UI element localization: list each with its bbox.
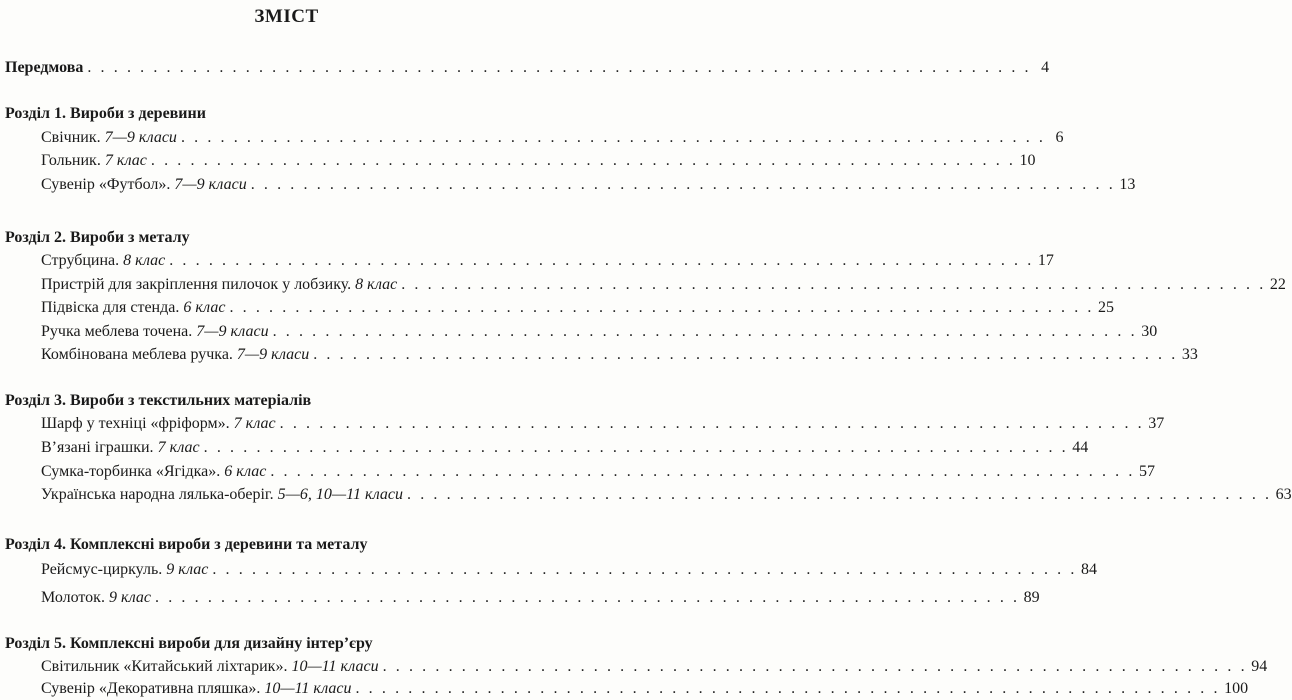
page-number: 25 — [1098, 299, 1115, 316]
entry-title: Українська народна лялька-оберіг. — [41, 486, 278, 503]
toc-entry[interactable] — [41, 322, 1158, 342]
dot-leader: . . . . . . . . . . . . . . . . . . . . . . . . . . . . . . . . . . . . . . . . . . . . . . . . . . . . . . . . . . . . . . . . . . — [169, 252, 1034, 269]
page-number: 37 — [1148, 415, 1165, 432]
toc-entry[interactable] — [41, 414, 1165, 434]
dot-leader: . . . . . . . . . . . . . . . . . . . . . . . . . . . . . . . . . . . . . . . . . . . . . . . . . . . . . . . . . . . . . . . . . . — [313, 346, 1178, 363]
entry-title: Підвіска для стенда. — [41, 299, 184, 316]
page-number: 84 — [1080, 561, 1097, 578]
entry-title: Сувенір «Декоративна пляшка». — [41, 680, 265, 697]
entry-grade: 10—11 класи — [291, 658, 379, 675]
toc-entry[interactable] — [41, 298, 1115, 318]
page-number: 13 — [1119, 176, 1136, 193]
section-heading: Розділ 1. Вироби з деревини — [5, 105, 206, 122]
toc-entry[interactable] — [41, 151, 1036, 171]
entry-grade: 10—11 класи — [264, 680, 352, 697]
toc-entry[interactable] — [41, 251, 1054, 271]
page-number: 22 — [1269, 276, 1286, 293]
toc-entry[interactable] — [41, 128, 1064, 148]
entry-grade: 8 клас — [355, 276, 398, 293]
entry-title: Свічник. — [41, 129, 105, 146]
dot-leader: . . . . . . . . . . . . . . . . . . . . . . . . . . . . . . . . . . . . . . . . . . . . . . . . . . . . . . . . . . . . . . . . . . — [155, 589, 1020, 606]
dot-leader: . . . . . . . . . . . . . . . . . . . . . . . . . . . . . . . . . . . . . . . . . . . . . . . . . . . . . . . . . . . . . . . . . . — [355, 680, 1221, 697]
entry-title: Рейсмус-циркуль. — [41, 561, 167, 578]
toc-entry[interactable] — [41, 560, 1097, 580]
toc-entry[interactable] — [41, 275, 1286, 295]
page-number: 94 — [1251, 658, 1268, 675]
dot-leader: . . . . . . . . . . . . . . . . . . . . . . . . . . . . . . . . . . . . . . . . . . . . . . . . . . . . . . . . . . . . . . . . . . — [250, 176, 1116, 193]
entry-title: Світильник «Китайський ліхтарик». — [41, 658, 292, 675]
toc-entry[interactable] — [41, 345, 1198, 365]
dot-leader: . . . . . . . . . . . . . . . . . . . . . . . . . . . . . . . . . . . . . . . . . . . . . . . . . . . . . . . . . . . . . . . . . . — [272, 323, 1138, 340]
toc-entry[interactable] — [41, 438, 1089, 458]
dot-leader: . . . . . . . . . . . . . . . . . . . . . . . . . . . . . . . . . . . . . . . . . . . . . . . . . . . . . . . . . . . . . . . . . . — [401, 276, 1266, 293]
section-heading: Розділ 3. Вироби з текстильних матеріалів — [5, 392, 312, 409]
entry-title: Сувенір «Футбол». — [41, 176, 175, 193]
dot-leader: . . . . . . . . . . . . . . . . . . . . . . . . . . . . . . . . . . . . . . . . . . . . . . . . . . . . . . . . . . . . . . . . . . — [180, 129, 1046, 146]
dot-leader: . . . . . . . . . . . . . . . . . . . . . . . . . . . . . . . . . . . . . . . . . . . . . . . . . . . . . . . . . . . . . . . . . . . . . . . . — [87, 59, 1032, 76]
toc-entry[interactable] — [41, 657, 1268, 677]
dot-leader: . . . . . . . . . . . . . . . . . . . . . . . . . . . . . . . . . . . . . . . . . . . . . . . . . . . . . . . . . . . . . . . . . . — [270, 463, 1135, 480]
dot-leader: . . . . . . . . . . . . . . . . . . . . . . . . . . . . . . . . . . . . . . . . . . . . . . . . . . . . . . . . . . . . . . . . . . — [203, 439, 1069, 456]
page-number: 6 — [1055, 129, 1064, 146]
entry-grade: 7—9 класи — [236, 346, 310, 363]
entry-grade: 8 клас — [123, 252, 166, 269]
entry-grade: 9 клас — [166, 561, 209, 578]
page-number: 17 — [1037, 252, 1054, 269]
entry-title: Комбінована меблева ручка. — [41, 346, 237, 363]
entry-title: Ручка меблева точена. — [41, 323, 197, 340]
entry-grade: 9 клас — [108, 589, 152, 606]
page-number: 89 — [1023, 589, 1040, 606]
entry-grade: 7 клас — [233, 415, 276, 432]
dot-leader: . . . . . . . . . . . . . . . . . . . . . . . . . . . . . . . . . . . . . . . . . . . . . . . . . . . . . . . . . . . . . . . . . . — [229, 299, 1095, 316]
entry-grade: 7 клас — [104, 152, 147, 169]
page-number: 57 — [1138, 463, 1155, 480]
dot-leader: . . . . . . . . . . . . . . . . . . . . . . . . . . . . . . . . . . . . . . . . . . . . . . . . . . . . . . . . . . . . . . . . . . — [279, 415, 1145, 432]
toc-entry[interactable] — [41, 462, 1155, 482]
section-heading: Розділ 2. Вироби з металу — [5, 229, 190, 246]
section-heading: Розділ 5. Комплексні вироби для дизайну інтер’єру — [5, 635, 373, 652]
dot-leader: . . . . . . . . . . . . . . . . . . . . . . . . . . . . . . . . . . . . . . . . . . . . . . . . . . . . . . . . . . . . . . . . . . — [382, 658, 1248, 675]
entry-title: Струбцина. — [41, 252, 124, 269]
entry-title: Гольник. — [41, 152, 105, 169]
page-number: 4 — [1041, 59, 1050, 76]
entry-grade: 7—9 класи — [196, 323, 269, 340]
entry-grade: 7 клас — [157, 439, 200, 456]
toc-entry-intro[interactable] — [5, 58, 1050, 78]
page-number: 33 — [1181, 346, 1198, 363]
entry-grade: 6 клас — [224, 463, 267, 480]
page-number: 44 — [1072, 439, 1089, 456]
entry-grade: 7—9 класи — [174, 176, 247, 193]
dot-leader: . . . . . . . . . . . . . . . . . . . . . . . . . . . . . . . . . . . . . . . . . . . . . . . . . . . . . . . . . . . . . . . . . . — [407, 486, 1272, 503]
entry-grade: 7—9 класи — [104, 129, 177, 146]
toc-entry[interactable] — [41, 485, 1292, 505]
toc-entry[interactable] — [41, 175, 1136, 195]
page-number: 10 — [1019, 152, 1036, 169]
page-number: 63 — [1275, 486, 1292, 503]
entry-title: Сумка-торбинка «Ягідка». — [41, 463, 225, 480]
entry-title: В’язані іграшки. — [41, 439, 158, 456]
entry-grade: 6 клас — [183, 299, 226, 316]
dot-leader: . . . . . . . . . . . . . . . . . . . . . . . . . . . . . . . . . . . . . . . . . . . . . . . . . . . . . . . . . . . . . . . . . . — [212, 561, 1077, 578]
entry-label: Передмова — [5, 59, 84, 76]
section-heading: Розділ 4. Комплексні вироби з деревини та металу — [5, 536, 368, 553]
toc-entry[interactable] — [41, 679, 1249, 699]
page-title: ЗМІСТ — [254, 6, 319, 27]
page-number: 30 — [1141, 323, 1158, 340]
toc-entry[interactable] — [41, 588, 1040, 608]
entry-grade: 5—6, 10—11 класи — [277, 486, 404, 503]
entry-title: Пристрій для закріплення пилочок у лобзику. — [41, 276, 356, 293]
entry-title: Шарф у техніці «фріформ». — [41, 415, 234, 432]
page-number: 100 — [1224, 680, 1249, 697]
dot-leader: . . . . . . . . . . . . . . . . . . . . . . . . . . . . . . . . . . . . . . . . . . . . . . . . . . . . . . . . . . . . . . . . . . — [150, 152, 1016, 169]
entry-title: Молоток. — [41, 589, 109, 606]
